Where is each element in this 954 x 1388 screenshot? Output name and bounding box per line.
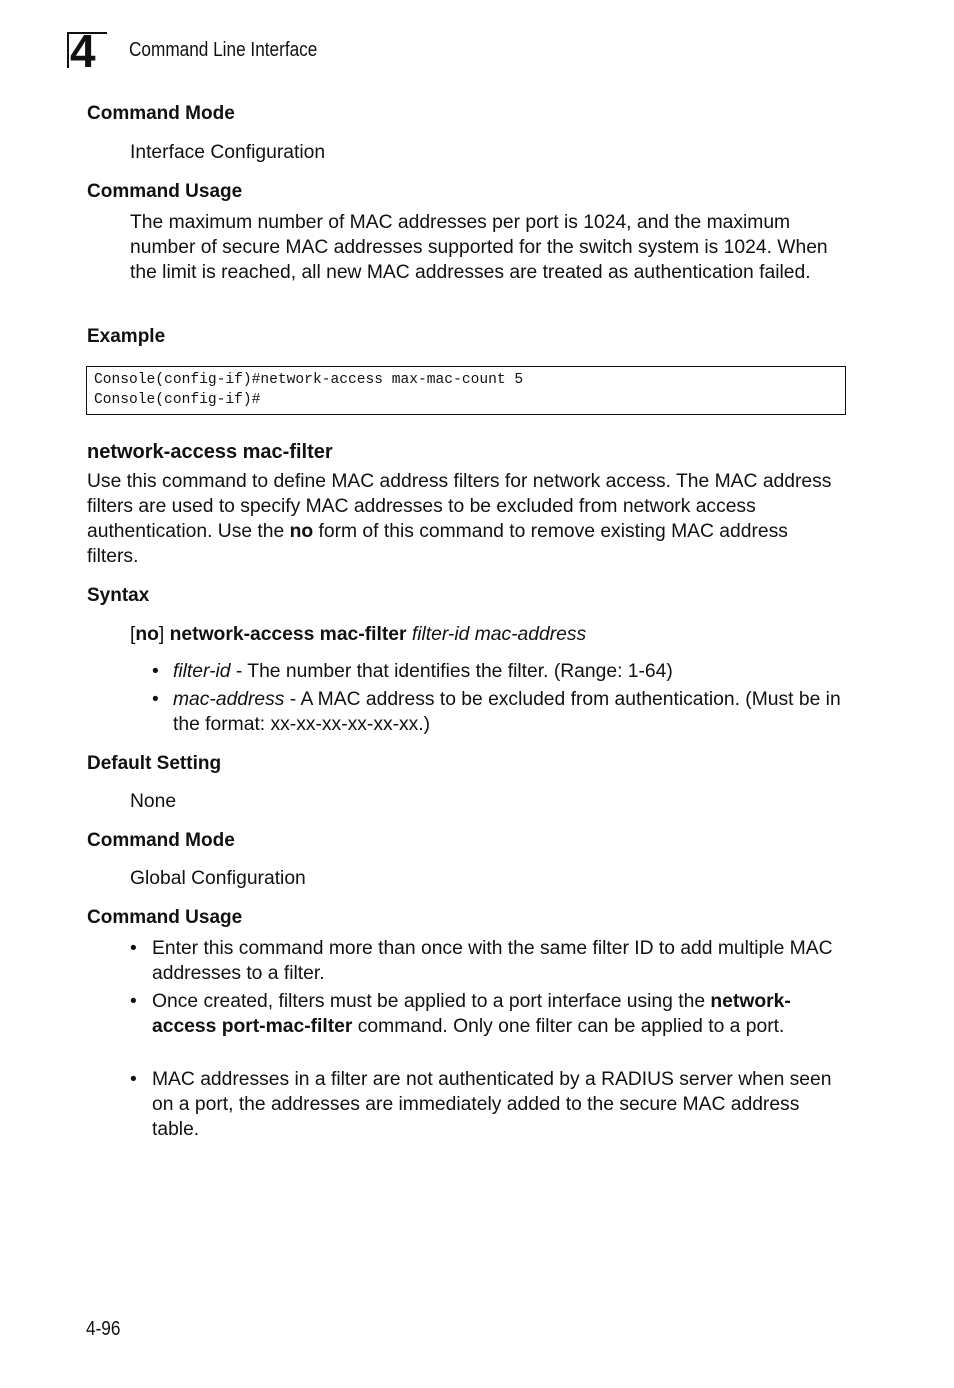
syntax-keyword-no: no bbox=[135, 624, 159, 645]
bullet-icon: • bbox=[152, 689, 159, 710]
usage-item: Enter this command more than once with the same filter ID to add multiple MAC addresses to a filter. bbox=[152, 938, 833, 984]
usage-text: Once created, filters must be applied to a port interface using the bbox=[152, 991, 711, 1012]
param-item bbox=[173, 659, 843, 684]
bullet-icon: • bbox=[152, 661, 159, 682]
param-name: mac-address bbox=[173, 689, 285, 710]
syntax-bracket: ] bbox=[158, 624, 170, 645]
usage-text: command. Only one filter can be applied to a port. bbox=[352, 1016, 785, 1037]
intro-text: form of this command to remove existing MAC address filters. bbox=[87, 521, 788, 567]
command-mode-value: Interface Configuration bbox=[130, 142, 326, 163]
usage-item: MAC addresses in a filter are not authenticated by a RADIUS server when seen on a port, the addresses are immediately added to the secure MAC address table. bbox=[152, 1069, 832, 1140]
syntax-line bbox=[130, 622, 850, 647]
code-line: Console(config-if)# bbox=[94, 391, 261, 408]
command-mode-value: Global Configuration bbox=[130, 868, 306, 889]
syntax-arguments: filter-id mac-address bbox=[406, 624, 587, 645]
param-description: - The number that identifies the filter. (Range: 1-64) bbox=[230, 661, 673, 682]
code-line: Console(config-if)#network-access max-mac-count 5 bbox=[94, 372, 524, 388]
command-usage-paragraph: The maximum number of MAC addresses per port is 1024, and the maximum number of secure MAC addresses supported for the switch system is 1024. When the limit is reached, all new MAC addresses are treated as authentication failed. bbox=[130, 212, 828, 283]
running-header-title: Command Line Interface bbox=[129, 39, 318, 61]
command-mode-heading: Command Mode bbox=[87, 830, 235, 851]
command-mode-heading: Command Mode bbox=[87, 103, 235, 124]
syntax-command: network-access mac-filter bbox=[169, 624, 407, 645]
chapter-number: 4 bbox=[70, 25, 96, 77]
syntax-heading: Syntax bbox=[87, 585, 150, 606]
intro-text: Use this command to define MAC address filters for network access. The MAC address filters are used to specify MAC addresses to be excluded from network access authentication. Use the bbox=[87, 471, 832, 542]
bullet-icon: • bbox=[130, 1069, 137, 1090]
param-description: - A MAC address to be excluded from authentication. (Must be in the format: xx-xx-xx-xx-xx-xx.) bbox=[173, 689, 841, 735]
usage-command: network-access port-mac-filter bbox=[152, 991, 791, 1037]
syntax-bracket: [ bbox=[130, 624, 136, 645]
section-title: network-access mac-filter bbox=[87, 441, 333, 463]
param-name: filter-id bbox=[173, 661, 231, 682]
default-setting-heading: Default Setting bbox=[87, 753, 222, 774]
page-number: 4-96 bbox=[86, 1318, 121, 1340]
param-item bbox=[173, 687, 843, 737]
command-usage-heading: Command Usage bbox=[87, 907, 243, 928]
default-setting-value: None bbox=[130, 791, 177, 812]
section-intro-paragraph bbox=[87, 469, 837, 569]
bullet-icon: • bbox=[130, 938, 137, 959]
example-heading: Example bbox=[87, 326, 166, 347]
bullet-icon: • bbox=[130, 991, 137, 1012]
intro-keyword-no: no bbox=[289, 521, 314, 542]
example-code-block bbox=[86, 366, 846, 415]
usage-item bbox=[152, 989, 847, 1039]
command-usage-heading: Command Usage bbox=[87, 181, 243, 202]
